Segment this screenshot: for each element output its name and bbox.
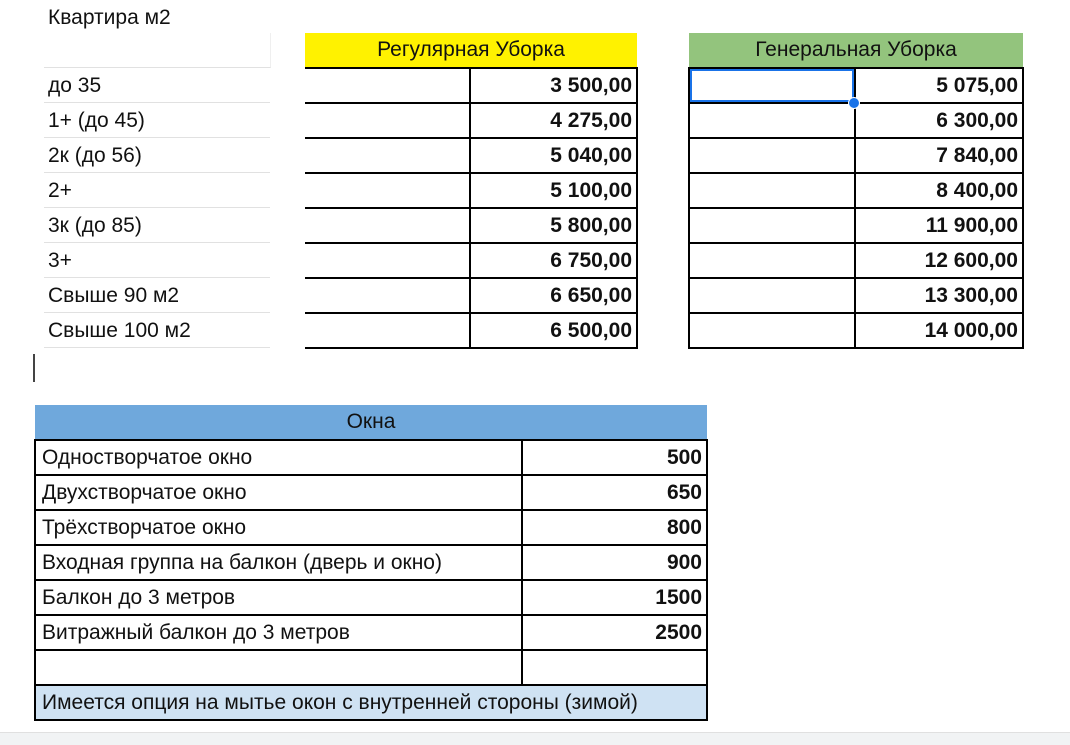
- table-row: [305, 208, 637, 243]
- regular-price-cell[interactable]: 6 650,00: [470, 278, 637, 313]
- empty-cell[interactable]: [689, 208, 855, 243]
- apartment-label[interactable]: 3к (до 85): [44, 209, 270, 243]
- table-row: [35, 440, 707, 475]
- table-row: [305, 243, 637, 278]
- table-row: [305, 278, 637, 313]
- window-item-label[interactable]: Балкон до 3 метров: [35, 580, 522, 615]
- empty-cell[interactable]: [44, 33, 271, 68]
- general-price-cell[interactable]: 12 600,00: [855, 243, 1023, 278]
- apartment-label[interactable]: Свыше 100 м2: [44, 314, 270, 348]
- table-row: [35, 685, 707, 720]
- empty-cell[interactable]: [689, 103, 855, 138]
- bottom-scroll-bar[interactable]: [0, 732, 1070, 745]
- empty-cell[interactable]: [305, 138, 470, 173]
- table-row: [35, 580, 707, 615]
- general-price-cell[interactable]: 6 300,00: [855, 103, 1023, 138]
- general-price-cell[interactable]: 14 000,00: [855, 313, 1023, 348]
- table-row: [689, 173, 1023, 208]
- empty-cell[interactable]: [689, 313, 855, 348]
- apartment-label[interactable]: 2к (до 56): [44, 139, 270, 173]
- empty-cell[interactable]: [689, 138, 855, 173]
- table-row: [305, 313, 637, 348]
- window-item-price[interactable]: 1500: [522, 580, 707, 615]
- general-cleaning-header[interactable]: Генеральная Уборка: [689, 33, 1023, 68]
- table-row: [35, 475, 707, 510]
- general-price-cell[interactable]: 8 400,00: [855, 173, 1023, 208]
- table-row: [689, 208, 1023, 243]
- apartment-label[interactable]: Свыше 90 м2: [44, 279, 270, 313]
- window-item-price[interactable]: 800: [522, 510, 707, 545]
- empty-cell[interactable]: [689, 243, 855, 278]
- general-cleaning-table: [688, 33, 1024, 349]
- window-item-label[interactable]: Трёхстворчатое окно: [35, 510, 522, 545]
- table-row: [305, 68, 637, 103]
- window-item-label[interactable]: Одностворчатое окно: [35, 440, 522, 475]
- regular-price-cell[interactable]: 6 750,00: [470, 243, 637, 278]
- apartment-label[interactable]: 3+: [44, 244, 270, 278]
- apartment-label[interactable]: до 35: [44, 69, 270, 103]
- empty-cell[interactable]: [689, 278, 855, 313]
- regular-price-cell[interactable]: 3 500,00: [470, 68, 637, 103]
- empty-cell[interactable]: [305, 68, 470, 103]
- window-item-price[interactable]: 2500: [522, 615, 707, 650]
- table-row: [689, 278, 1023, 313]
- table-row: [305, 173, 637, 208]
- empty-cell[interactable]: [522, 650, 707, 685]
- windows-table: [34, 405, 708, 721]
- table-row: [689, 313, 1023, 348]
- empty-cell[interactable]: [305, 103, 470, 138]
- windows-note[interactable]: Имеется опция на мытье окон с внутренней стороны (зимой): [35, 685, 707, 720]
- empty-cell[interactable]: [305, 243, 470, 278]
- empty-cell[interactable]: [305, 313, 470, 348]
- window-item-label[interactable]: Входная группа на балкон (дверь и окно): [35, 545, 522, 580]
- windows-header[interactable]: Окна: [35, 405, 707, 440]
- regular-price-cell[interactable]: 4 275,00: [470, 103, 637, 138]
- empty-cell[interactable]: [305, 208, 470, 243]
- regular-price-cell[interactable]: 5 040,00: [470, 138, 637, 173]
- regular-price-cell[interactable]: 5 800,00: [470, 208, 637, 243]
- window-item-price[interactable]: 500: [522, 440, 707, 475]
- window-item-label[interactable]: Двухстворчатое окно: [35, 475, 522, 510]
- regular-cleaning-header[interactable]: Регулярная Уборка: [305, 33, 637, 68]
- general-price-cell[interactable]: 7 840,00: [855, 138, 1023, 173]
- general-price-cell[interactable]: 11 900,00: [855, 208, 1023, 243]
- empty-cell[interactable]: [35, 650, 522, 685]
- table-row: [689, 243, 1023, 278]
- selection-fill-handle[interactable]: [848, 97, 860, 109]
- text-cursor: [33, 354, 35, 382]
- table-row: [305, 138, 637, 173]
- table-row: [305, 103, 637, 138]
- empty-cell[interactable]: [689, 173, 855, 208]
- apartment-label[interactable]: 1+ (до 45): [44, 104, 270, 138]
- window-item-label[interactable]: Витражный балкон до 3 метров: [35, 615, 522, 650]
- table-row: [35, 545, 707, 580]
- general-price-cell[interactable]: 5 075,00: [855, 68, 1023, 103]
- apartment-label[interactable]: 2+: [44, 174, 270, 208]
- apartment-header[interactable]: Квартира м2: [48, 6, 171, 29]
- selected-cell[interactable]: [689, 68, 855, 103]
- table-row: [35, 510, 707, 545]
- table-row: [689, 138, 1023, 173]
- table-row: [35, 615, 707, 650]
- window-item-price[interactable]: 900: [522, 545, 707, 580]
- empty-cell[interactable]: [305, 278, 470, 313]
- window-item-price[interactable]: 650: [522, 475, 707, 510]
- table-row: [35, 650, 707, 685]
- regular-price-cell[interactable]: 5 100,00: [470, 173, 637, 208]
- general-price-cell[interactable]: 13 300,00: [855, 278, 1023, 313]
- regular-cleaning-table: [305, 33, 638, 349]
- empty-cell[interactable]: [305, 173, 470, 208]
- regular-price-cell[interactable]: 6 500,00: [470, 313, 637, 348]
